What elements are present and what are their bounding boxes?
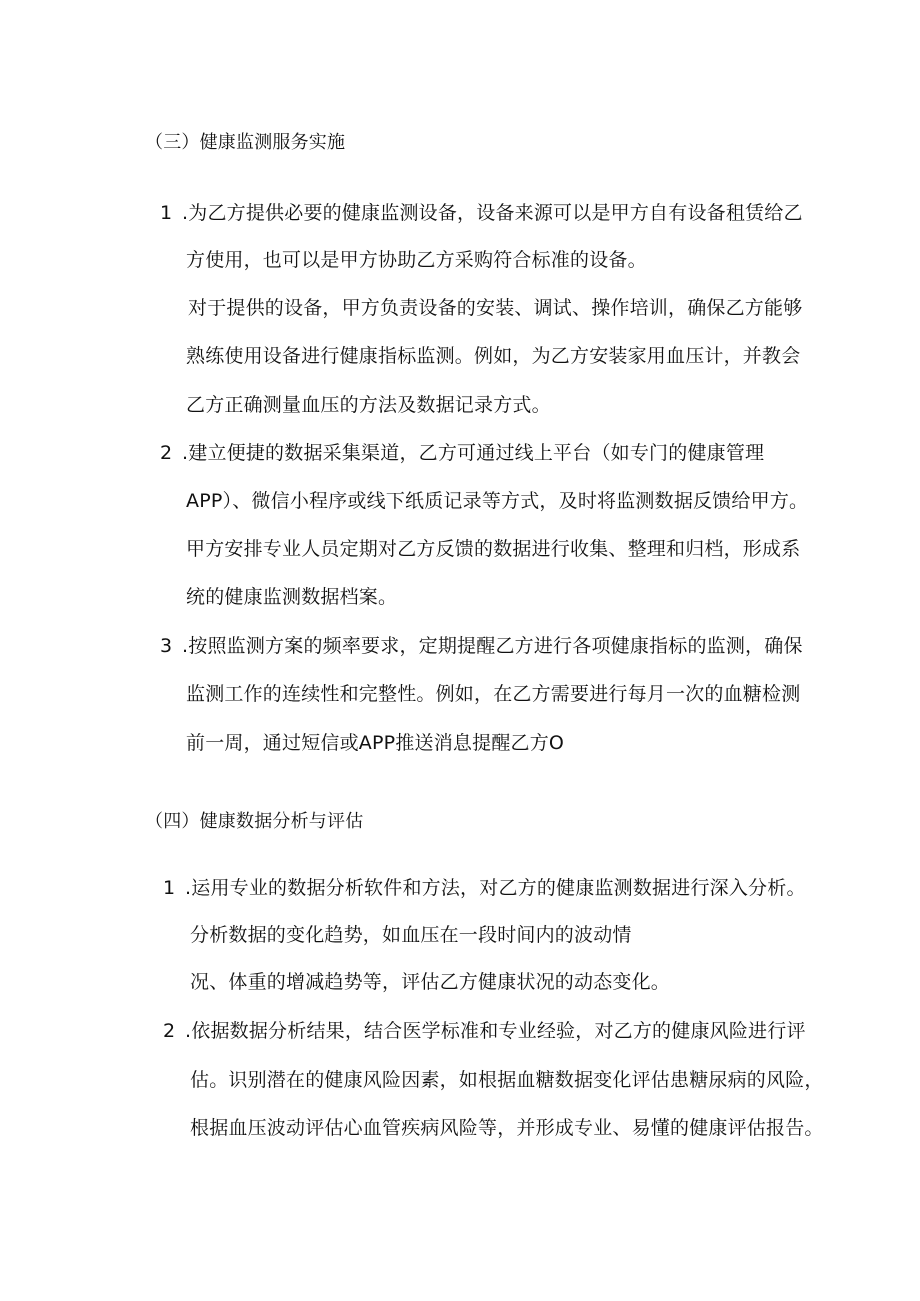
- list-item-line: 根据血压波动评估心血管疾病风险等，并形成专业、易懂的健康评估报告。: [190, 1117, 824, 1139]
- item-text: .依据数据分析结果，结合医学标准和专业经验，对乙方的健康风险进行评: [185, 1020, 806, 1042]
- list-item-line: [160, 441, 764, 465]
- item-text: .按照监测方案的频率要求，定期提醒乙方进行各项健康指标的监测，确保: [182, 635, 803, 657]
- list-item-line: 估。识别潜在的健康风险因素，如根据血糖数据变化评估患糖尿病的风险，: [190, 1069, 824, 1091]
- list-item-line: [163, 1019, 806, 1043]
- section-heading-4: （四）健康数据分析与评估: [145, 811, 364, 832]
- list-item-line: 前一周，通过短信或APP推送消息提醒乙方O: [186, 732, 565, 754]
- list-item-line: [160, 634, 803, 658]
- item-text: .为乙方提供必要的健康监测设备，设备来源可以是甲方自有设备租赁给乙: [182, 202, 803, 224]
- list-item-line: 监测工作的连续性和完整性。例如，在乙方需要进行每月一次的血糖检测: [186, 683, 801, 705]
- list-item-line: 况、体重的增减趋势等，评估乙方健康状况的动态变化。: [190, 971, 671, 993]
- item-number: 3: [160, 635, 173, 657]
- list-item-line: APP）、微信小程序或线下纸质记录等方式，及时将监测数据反馈给甲方。: [186, 490, 809, 512]
- list-item-line: 甲方安排专业人员定期对乙方反馈的数据进行收集、整理和归档，形成系: [186, 538, 801, 560]
- item-number: 1: [163, 877, 176, 899]
- list-item-line: 方使用，也可以是甲方协助乙方采购符合标准的设备。: [186, 249, 647, 271]
- list-item-line: 对于提供的设备，甲方负责设备的安装、调试、操作培训，确保乙方能够: [188, 297, 803, 319]
- item-number: 1: [160, 202, 173, 224]
- list-item-line: 分析数据的变化趋势，如血压在一段时间内的波动情: [190, 924, 632, 946]
- item-text: .建立便捷的数据采集渠道，乙方可通过线上平台（如专门的健康管理: [182, 442, 765, 464]
- item-number: 2: [160, 442, 173, 464]
- item-text: .运用专业的数据分析软件和方法，对乙方的健康监测数据进行深入分析。: [185, 877, 806, 899]
- section-heading-3: （三）健康监测服务实施: [145, 132, 346, 153]
- list-item-line: 熟练使用设备进行健康指标监测。例如，为乙方安装家用血压计，并教会: [186, 345, 801, 367]
- list-item-line: 乙方正确测量血压的方法及数据记录方式。: [186, 394, 551, 416]
- item-number: 2: [163, 1020, 176, 1042]
- list-item-line: [160, 201, 803, 225]
- list-item-line: 统的健康监测数据档案。: [186, 586, 398, 608]
- list-item-line: [163, 876, 806, 900]
